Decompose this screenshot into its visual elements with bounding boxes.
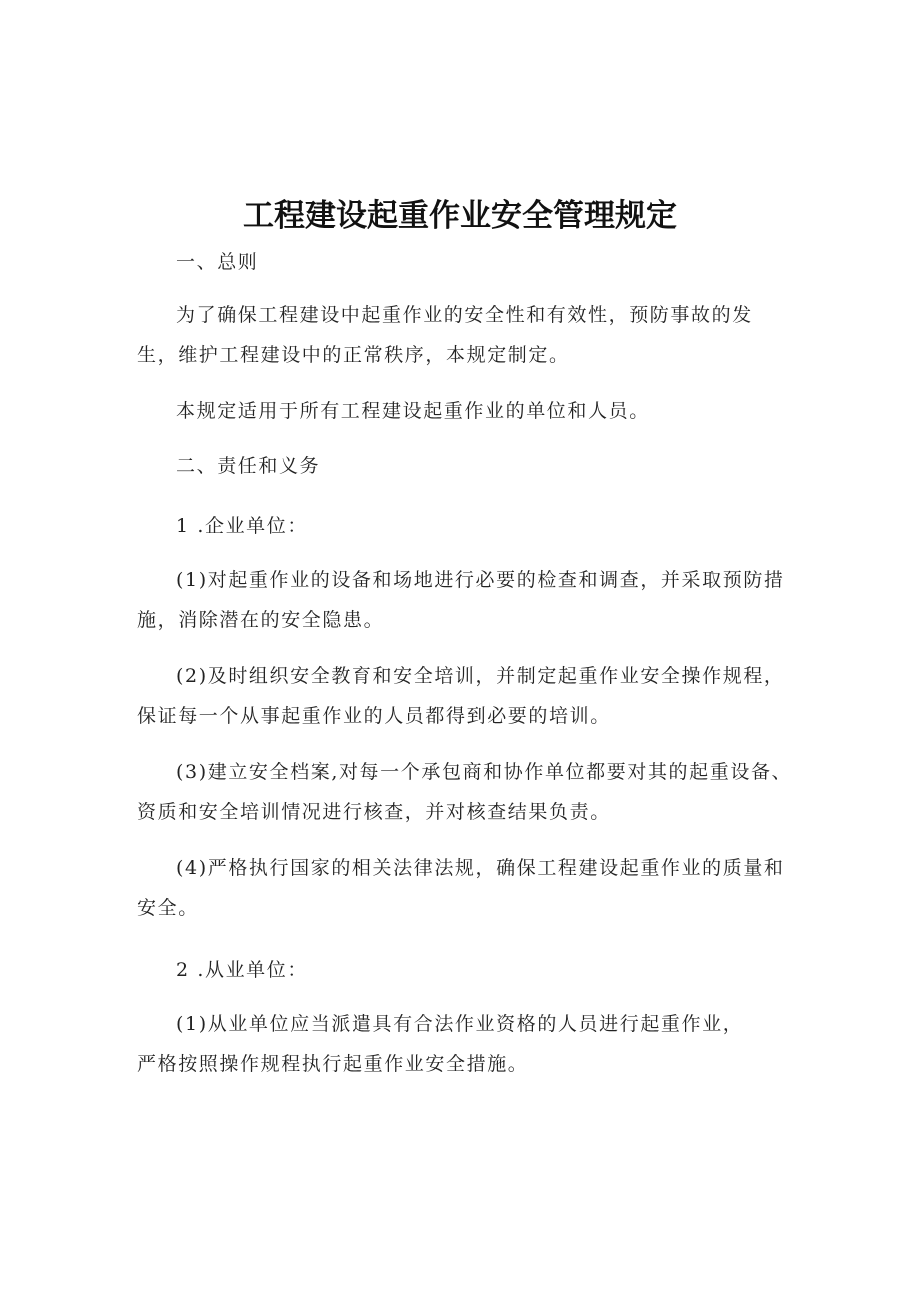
paragraph-line: (4)严格执行国家的相关法律法规，确保工程建设起重作业的质量和 bbox=[176, 857, 785, 879]
paragraph-line: 安全。 bbox=[137, 897, 199, 919]
paragraph-line: (1)从业单位应当派遣具有合法作业资格的人员进行起重作业， bbox=[176, 1013, 744, 1035]
paragraph-line: (3)建立安全档案,对每一个承包商和协作单位都要对其的起重设备、 bbox=[176, 761, 793, 783]
paragraph-line: 为了确保工程建设中起重作业的安全性和有效性，预防事故的发 bbox=[176, 304, 753, 326]
subsection-heading: 1 .企业单位： bbox=[176, 515, 308, 537]
paragraph-line: 本规定适用于所有工程建设起重作业的单位和人员。 bbox=[176, 400, 650, 422]
paragraph-line: (2)及时组织安全教育和安全培训，并制定起重作业安全操作规程， bbox=[176, 665, 785, 687]
paragraph-line: 严格按照操作规程执行起重作业安全措施。 bbox=[137, 1053, 529, 1075]
paragraph-line: 资质和安全培训情况进行核查，并对核查结果负责。 bbox=[137, 801, 611, 823]
paragraph-line: 保证每一个从事起重作业的人员都得到必要的培训。 bbox=[137, 705, 611, 727]
paragraph-line: (1)对起重作业的设备和场地进行必要的检查和调查，并采取预防措 bbox=[176, 569, 785, 591]
document-title: 工程建设起重作业安全管理规定 bbox=[243, 198, 677, 234]
section-heading: 一、总则 bbox=[176, 251, 259, 273]
paragraph-line: 施，消除潜在的安全隐患。 bbox=[137, 609, 385, 631]
subsection-heading: 2 .从业单位： bbox=[176, 959, 308, 981]
section-heading: 二、责任和义务 bbox=[176, 455, 321, 477]
paragraph-line: 生，维护工程建设中的正常秩序，本规定制定。 bbox=[137, 344, 570, 366]
